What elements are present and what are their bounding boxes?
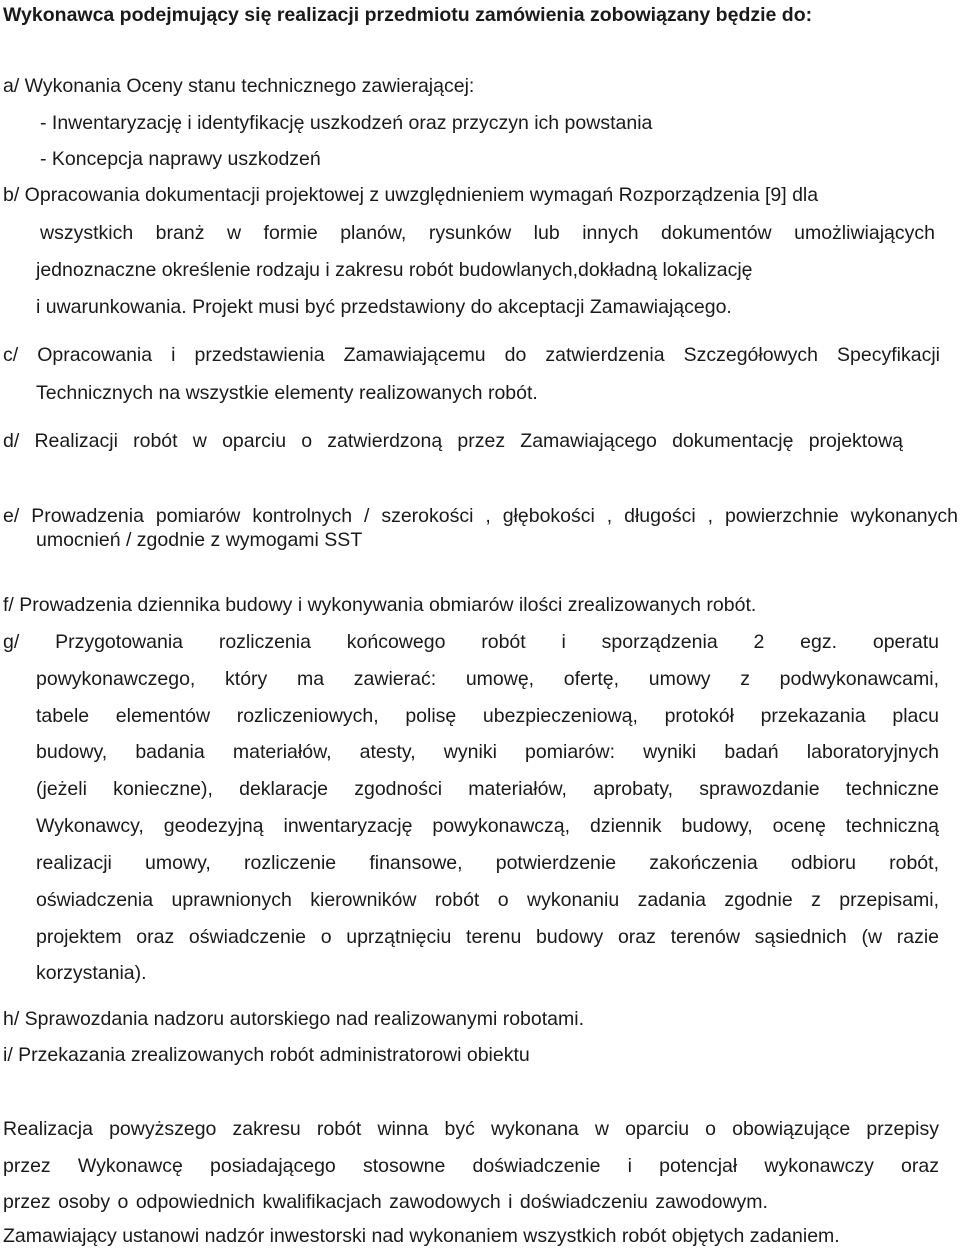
item-g-line-4: budowy, badania materiałów, atesty, wyniki pomiarów: wyniki badań laboratoryjnych: [36, 741, 939, 763]
item-b-line-2: wszystkich branż w formie planów, rysunków lub innych dokumentów umożliwiających: [40, 222, 935, 244]
item-b-line-3: jednoznaczne określenie rodzaju i zakresu robót budowlanych,dokładną lokalizację: [36, 259, 753, 281]
item-g-line-3: tabele elementów rozliczeniowych, polisę ubezpieczeniową, protokół przekazania placu: [36, 705, 939, 727]
item-g-line-10: korzystania).: [36, 962, 147, 984]
closing-line-2: przez Wykonawcę posiadającego stosowne doświadczenie i potencjał wykonawczy oraz: [3, 1155, 939, 1177]
closing-line-4: Zamawiający ustanowi nadzór inwestorski nad wykonaniem wszystkich robót objętych zadaniem.: [3, 1225, 840, 1247]
item-g-line-2: powykonawczego, który ma zawierać: umowę, ofertę, umowy z podwykonawcami,: [36, 668, 939, 690]
item-e-line-1: e/ Prowadzenia pomiarów kontrolnych / szerokości , głębokości , długości , powierzchnie wykonanych: [3, 505, 958, 527]
item-a-line-2: - Inwentaryzację i identyfikację uszkodzeń oraz przyczyn ich powstania: [40, 112, 653, 134]
item-g-line-9: projektem oraz oświadczenie o uprzątnięciu terenu budowy oraz terenów sąsiednich (w razie: [36, 926, 939, 948]
item-b-line-1: b/ Opracowania dokumentacji projektowej z uwzględnieniem wymagań Rozporządzenia [9] dla: [3, 184, 819, 206]
page-heading: Wykonawca podejmujący się realizacji przedmiotu zamówienia zobowiązany będzie do:: [3, 4, 813, 26]
closing-line-1: Realizacja powyższego zakresu robót winna być wykonana w oparciu o obowiązujące przepisy: [3, 1118, 939, 1140]
item-c-line-2: Technicznych na wszystkie elementy realizowanych robót.: [36, 382, 538, 404]
item-f-line-1: f/ Prowadzenia dziennika budowy i wykonywania obmiarów ilości zrealizowanych robót.: [3, 594, 757, 616]
item-g-line-6: Wykonawcy, geodezyjną inwentaryzację powykonawczą, dziennik budowy, ocenę techniczną: [36, 815, 939, 837]
item-g-line-5: (jeżeli konieczne), deklaracje zgodności materiałów, aprobaty, sprawozdanie techniczne: [36, 778, 939, 800]
item-i-line-1: i/ Przekazania zrealizowanych robót administratorowi obiektu: [3, 1044, 530, 1066]
item-b-line-4: i uwarunkowania. Projekt musi być przedstawiony do akceptacji Zamawiającego.: [36, 296, 732, 318]
item-a-line-3: - Koncepcja naprawy uszkodzeń: [40, 148, 321, 170]
item-g-line-1: g/ Przygotowania rozliczenia końcowego robót i sporządzenia 2 egz. operatu: [3, 631, 939, 653]
item-g-line-8: oświadczenia uprawnionych kierowników robót o wykonaniu zadania zgodnie z przepisami,: [36, 889, 939, 911]
item-a-line-1: a/ Wykonania Oceny stanu technicznego zawierającej:: [3, 75, 475, 97]
closing-line-3: przez osoby o odpowiednich kwalifikacjach zawodowych i doświadczeniu zawodowym.: [3, 1191, 768, 1213]
item-g-line-7: realizacji umowy, rozliczenie finansowe, potwierdzenie zakończenia odbioru robót,: [36, 852, 939, 874]
item-c-line-1: c/ Opracowania i przedstawienia Zamawiającemu do zatwierdzenia Szczegółowych Specyfikacji: [3, 344, 940, 366]
item-d-line-1: d/ Realizacji robót w oparciu o zatwierdzoną przez Zamawiającego dokumentację projektową: [3, 430, 903, 452]
item-h-line-1: h/ Sprawozdania nadzoru autorskiego nad realizowanymi robotami.: [3, 1008, 584, 1030]
item-e-line-2: umocnień / zgodnie z wymogami SST: [36, 529, 363, 551]
